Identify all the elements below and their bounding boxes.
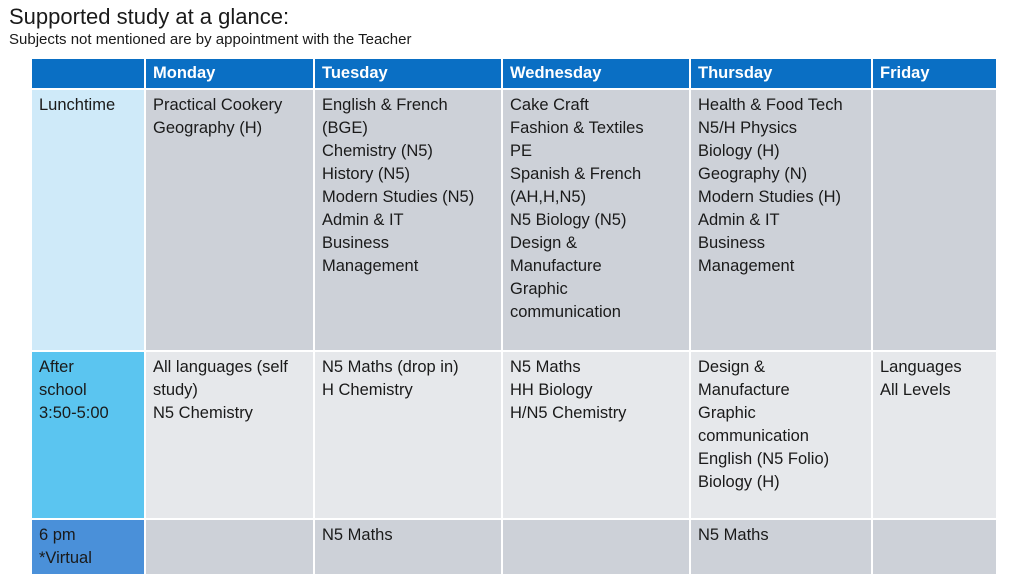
column-header-thursday: Thursday xyxy=(690,58,872,89)
subject-line: Chemistry (N5) xyxy=(322,142,433,160)
subject-line: English (N5 Folio) xyxy=(698,450,830,468)
subject-line: Design & xyxy=(510,234,577,252)
cell-six-pm-virtual-monday xyxy=(145,519,314,575)
row-label-six-pm-virtual xyxy=(31,519,145,575)
subject-line: Biology (H) xyxy=(698,142,780,160)
cell-lunchtime-friday xyxy=(872,89,997,351)
table-row-after-school xyxy=(31,351,997,519)
cell-six-pm-virtual-wednesday xyxy=(502,519,690,575)
table-row-six-pm-virtual xyxy=(31,519,997,575)
subject-line: Admin & IT xyxy=(322,211,404,229)
subject-line: Fashion & Textiles xyxy=(510,119,644,137)
subject-line: Admin & IT xyxy=(698,211,780,229)
subject-line: Business xyxy=(698,234,765,252)
row-label-line: 6 pm xyxy=(39,526,76,544)
cell-six-pm-virtual-tuesday xyxy=(314,519,502,575)
study-schedule-table xyxy=(30,57,998,576)
subject-line: H/N5 Chemistry xyxy=(510,404,627,422)
page-title: Supported study at a glance: xyxy=(9,4,290,29)
subject-line: communication xyxy=(510,303,621,321)
cell-lunchtime-tuesday xyxy=(314,89,502,351)
subject-line: Business xyxy=(322,234,389,252)
subject-line: All languages (self xyxy=(153,358,288,376)
row-label-line: After xyxy=(39,358,74,376)
subject-line: N5 Maths xyxy=(322,526,393,544)
subject-line: Management xyxy=(698,257,795,275)
subject-line: English & French xyxy=(322,96,448,114)
subject-line: N5 Maths xyxy=(698,526,769,544)
subject-line: communication xyxy=(698,427,809,445)
subject-line: study) xyxy=(153,381,198,399)
page-subtitle: Subjects not mentioned are by appointment with the Teacher xyxy=(9,31,412,48)
row-label-lunchtime xyxy=(31,89,145,351)
subject-line: Management xyxy=(322,257,419,275)
subject-line: N5 Maths xyxy=(510,358,581,376)
subject-line: Spanish & French xyxy=(510,165,642,183)
subject-line: Manufacture xyxy=(698,381,790,399)
subject-line: All Levels xyxy=(880,381,951,399)
subject-line: Modern Studies (N5) xyxy=(322,188,475,206)
subject-line: HH Biology xyxy=(510,381,593,399)
row-label-line: school xyxy=(39,381,87,399)
column-header-tuesday: Tuesday xyxy=(314,58,502,89)
subject-line: Practical Cookery xyxy=(153,96,283,114)
subject-line: N5 Chemistry xyxy=(153,404,253,422)
row-label-line: 3:50-5:00 xyxy=(39,404,109,422)
cell-after-school-monday xyxy=(145,351,314,519)
header-row xyxy=(31,58,997,89)
subject-line: N5 Biology (N5) xyxy=(510,211,627,229)
subject-line: Biology (H) xyxy=(698,473,780,491)
cell-after-school-wednesday xyxy=(502,351,690,519)
subject-line: Modern Studies (H) xyxy=(698,188,842,206)
cell-after-school-thursday xyxy=(690,351,872,519)
subject-line: Cake Craft xyxy=(510,96,589,114)
subject-line: History (N5) xyxy=(322,165,411,183)
cell-lunchtime-wednesday xyxy=(502,89,690,351)
row-label-line: Lunchtime xyxy=(39,96,116,114)
column-header-monday: Monday xyxy=(145,58,314,89)
table-row-lunchtime xyxy=(31,89,997,351)
row-label-line: *Virtual xyxy=(39,549,92,567)
subject-line: Geography (N) xyxy=(698,165,808,183)
subject-line: Manufacture xyxy=(510,257,602,275)
column-header-blank xyxy=(31,58,145,89)
subject-line: Health & Food Tech xyxy=(698,96,843,114)
subject-line: Design & xyxy=(698,358,765,376)
subject-line: Geography (H) xyxy=(153,119,263,137)
cell-lunchtime-thursday xyxy=(690,89,872,351)
subject-line: Graphic xyxy=(698,404,756,422)
subject-line: (BGE) xyxy=(322,119,368,137)
subject-line: N5 Maths (drop in) xyxy=(322,358,459,376)
row-label-after-school xyxy=(31,351,145,519)
cell-after-school-friday xyxy=(872,351,997,519)
subject-line: Languages xyxy=(880,358,962,376)
subject-line: Graphic xyxy=(510,280,568,298)
cell-six-pm-virtual-thursday xyxy=(690,519,872,575)
column-header-friday: Friday xyxy=(872,58,997,89)
cell-six-pm-virtual-friday xyxy=(872,519,997,575)
column-header-wednesday: Wednesday xyxy=(502,58,690,89)
subject-line: H Chemistry xyxy=(322,381,413,399)
subject-line: PE xyxy=(510,142,533,160)
subject-line: N5/H Physics xyxy=(698,119,798,137)
cell-lunchtime-monday xyxy=(145,89,314,351)
cell-after-school-tuesday xyxy=(314,351,502,519)
subject-line: (AH,H,N5) xyxy=(510,188,587,206)
